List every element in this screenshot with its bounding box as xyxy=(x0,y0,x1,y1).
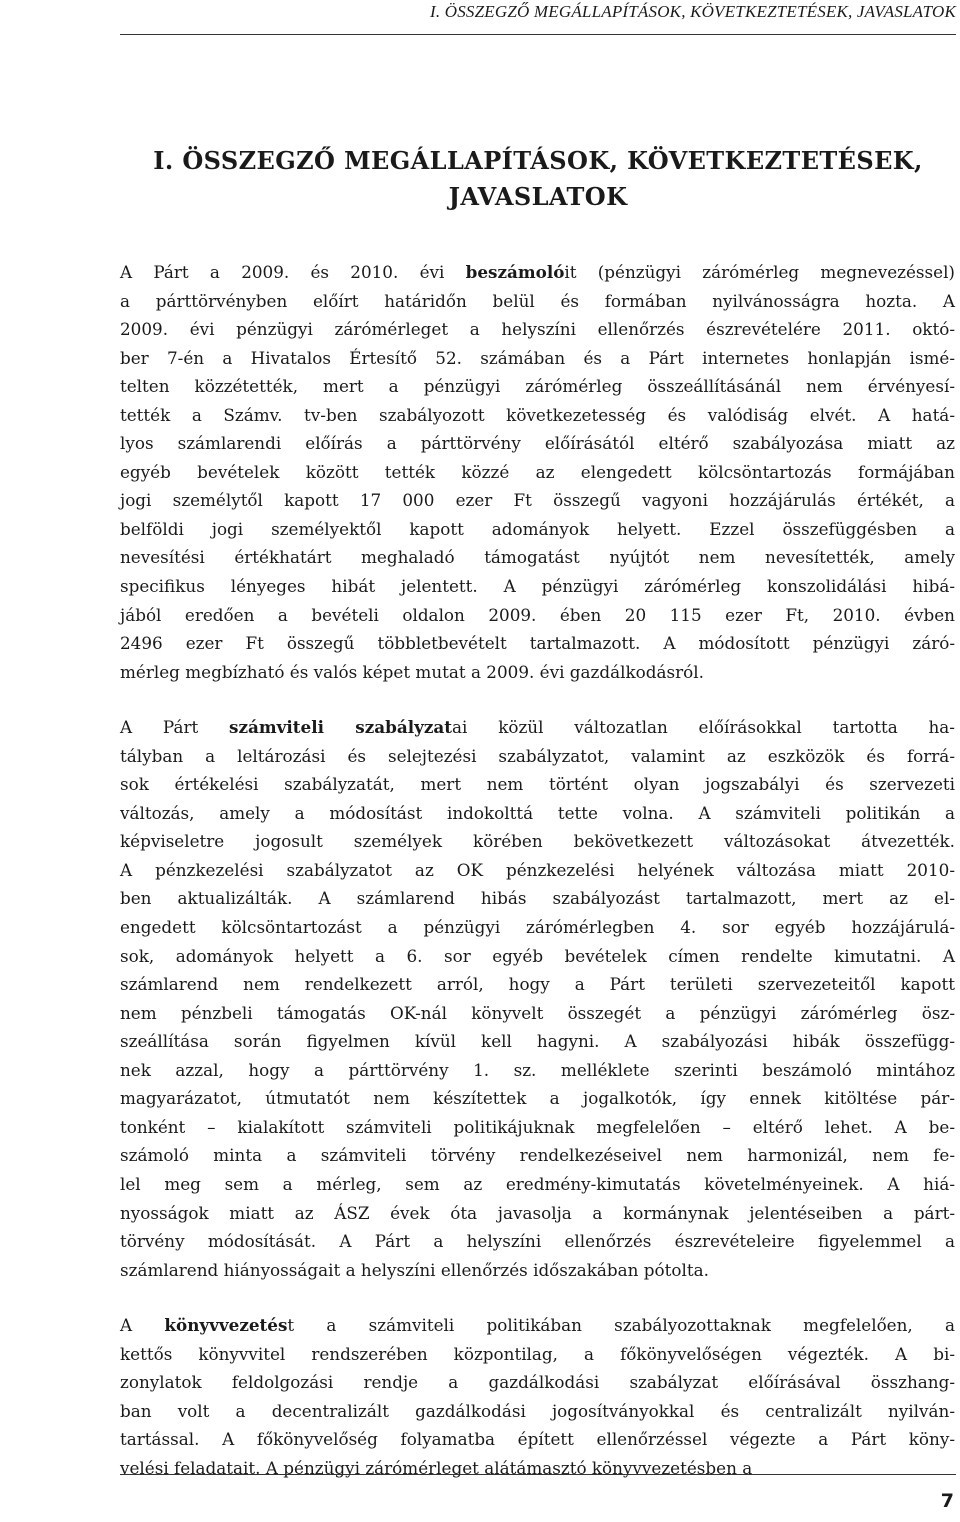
text-line: számlarend nem rendelkezett arról, hogy a Párt területi szervezeteitől kapott xyxy=(120,974,955,995)
text-line: nevesítési értékhatárt meghaladó támogatást nyújtót nem nevesítették, amely xyxy=(120,547,955,568)
paragraph xyxy=(120,258,955,686)
text-line: ber 7-én a Hivatalos Értesítő 52. számában és a Párt internetes honlapján ismé- xyxy=(120,347,955,368)
text-line: jogi személytől kapott 17 000 ezer Ft összegű vagyoni hozzájárulás értékét, a xyxy=(120,490,955,511)
text-line: lel meg sem a mérleg, sem az eredmény-kimutatás követelményeinek. A hiá- xyxy=(120,1173,955,1194)
text-line: telten közzétették, mert a pénzügyi zárómérleg összeállításánál nem érvényesí- xyxy=(120,376,955,397)
bold-term: beszámoló xyxy=(465,262,565,282)
text-line: ben aktualizálták. A számlarend hibás szabályozást tartalmazott, mert az el- xyxy=(120,888,955,909)
bold-term: könyvvezetés xyxy=(164,1315,288,1336)
text-line xyxy=(120,1311,955,1340)
paragraph-gap xyxy=(120,1284,955,1311)
line-text: A Párt a 2009. és 2010. évi xyxy=(120,262,466,282)
text-line: törvény módosítását. A Párt a helyszíni ellenőrzés észrevételeire figyelemmel a xyxy=(120,1231,955,1252)
line-text: it (pénzügyi zárómérleg megnevezéssel) xyxy=(564,262,955,282)
text-line: nek azzal, hogy a párttörvény 1. sz. melléklete szerinti beszámoló mintához xyxy=(120,1059,955,1080)
text-line: 2496 ezer Ft összegű többletbevételt tartalmazott. A módosított pénzügyi záró- xyxy=(120,633,955,654)
footer-rule xyxy=(120,1474,956,1475)
line-text: A Párt xyxy=(120,717,230,738)
text-line: A pénzkezelési szabályzatot az OK pénzkezelési helyének változása miatt 2010- xyxy=(120,859,955,880)
text-line: mérleg megbízható és valós képet mutat a 2009. évi gazdálkodásról. xyxy=(120,661,704,682)
text-line: zonylatok feldolgozási rendje a gazdálkodási szabályzat előírásával összhang- xyxy=(120,1372,955,1393)
text-line: szeállítása során figyelmen kívül kell hagyni. A szabályozási hibák összefügg- xyxy=(120,1031,955,1052)
chapter-title-line-1: I. ÖSSZEGZŐ MEGÁLLAPÍTÁSOK, KÖVETKEZTETÉSEK, xyxy=(153,146,923,175)
body-text xyxy=(120,258,955,1482)
text-line: ban volt a decentralizált gazdálkodási jogosítványokkal és centralizált nyilván- xyxy=(120,1400,955,1421)
text-line: a párttörvényben előírt határidőn belül és formában nyilvánosságra hozta. A xyxy=(120,290,955,311)
text-line: specifikus lényeges hibát jelentett. A pénzügyi zárómérleg konszolidálási hibá- xyxy=(120,576,955,597)
header-rule xyxy=(120,34,956,35)
text-line: lyos számlarendi előírás a párttörvény előírásától eltérő szabályozása miatt az xyxy=(120,433,955,454)
running-header: I. ÖSSZEGZŐ MEGÁLLAPÍTÁSOK, KÖVETKEZTETÉSEK, JAVASLATOK xyxy=(429,2,956,21)
text-line: nem pénzbeli támogatás OK-nál könyvelt összegét a pénzügyi zárómérleg ösz- xyxy=(120,1002,955,1023)
paragraph xyxy=(120,1311,955,1482)
text-line: belföldi jogi személyektől kapott adományok helyett. Ezzel összefüggésben a xyxy=(120,518,955,539)
page-number: 7 xyxy=(940,1490,954,1512)
text-line: engedett kölcsöntartozást a pénzügyi zárómérlegben 4. sor egyéb hozzájárulá- xyxy=(120,917,955,938)
text-line xyxy=(120,258,955,287)
text-line: magyarázatot, útmutatót nem készítettek a jogalkotók, így ennek kitöltése pár- xyxy=(120,1088,955,1109)
text-line: sok, adományok helyett a 6. sor egyéb bevételek címen rendelte kimutatni. A xyxy=(120,945,955,966)
chapter-title-line-2: JAVASLATOK xyxy=(448,182,628,211)
paragraph xyxy=(120,713,955,1284)
text-line: 2009. évi pénzügyi zárómérleget a helyszíni ellenőrzés észrevételére 2011. októ- xyxy=(120,319,955,340)
text-line: képviseletre jogosult személyek körében bekövetkezett változásokat átvezették. xyxy=(120,831,955,852)
text-line: egyéb bevételek között tették közzé az elengedett kölcsöntartozás formájában xyxy=(120,461,955,482)
text-line xyxy=(120,713,955,742)
text-line: tonként – kialakított számviteli politikájuknak megfelelően – eltérő lehet. A be- xyxy=(120,1116,955,1137)
bold-term: számviteli szabályzat xyxy=(229,717,453,738)
text-line: tályban a leltározási és selejtezési szabályzatot, valamint az eszközök és forrá- xyxy=(120,745,955,766)
text-line: jából eredően a bevételi oldalon 2009. ében 20 115 ezer Ft, 2010. évben xyxy=(120,604,955,625)
chapter-title xyxy=(120,143,956,215)
text-line: tartással. A főkönyvelőség folyamatba épített ellenőrzéssel végezte a Párt köny- xyxy=(120,1429,955,1450)
text-line: tették a Számv. tv-ben szabályozott következetesség és valódiság elvét. A hatá- xyxy=(120,404,955,425)
text-line: nyosságok miatt az ÁSZ évek óta javasolja a kormánynak jelentéseiben a párt- xyxy=(120,1202,955,1223)
paragraph-gap xyxy=(120,686,955,713)
text-line: számoló minta a számviteli törvény rendelkezéseivel nem harmonizál, nem fe- xyxy=(120,1145,955,1166)
text-line: kettős könyvvitel rendszerében központilag, a főkönyvelőségen végezték. A bi- xyxy=(120,1343,955,1364)
text-line: számlarend hiányosságait a helyszíni ellenőrzés időszakában pótolta. xyxy=(120,1259,709,1280)
text-line: sok értékelési szabályzatát, mert nem történt olyan jogszabályi és szervezeti xyxy=(120,774,955,795)
line-text: ai közül változatlan előírásokkal tartotta ha- xyxy=(452,717,955,738)
line-text: A xyxy=(120,1315,165,1336)
text-line: változás, amely a módosítást indokolttá tette volna. A számviteli politikán a xyxy=(120,802,955,823)
text-line: velési feladatait. A pénzügyi zárómérleget alátámasztó könyvvezetésben a xyxy=(120,1457,753,1478)
line-text: t a számviteli politikában szabályozottaknak megfelelően, a xyxy=(287,1315,955,1336)
